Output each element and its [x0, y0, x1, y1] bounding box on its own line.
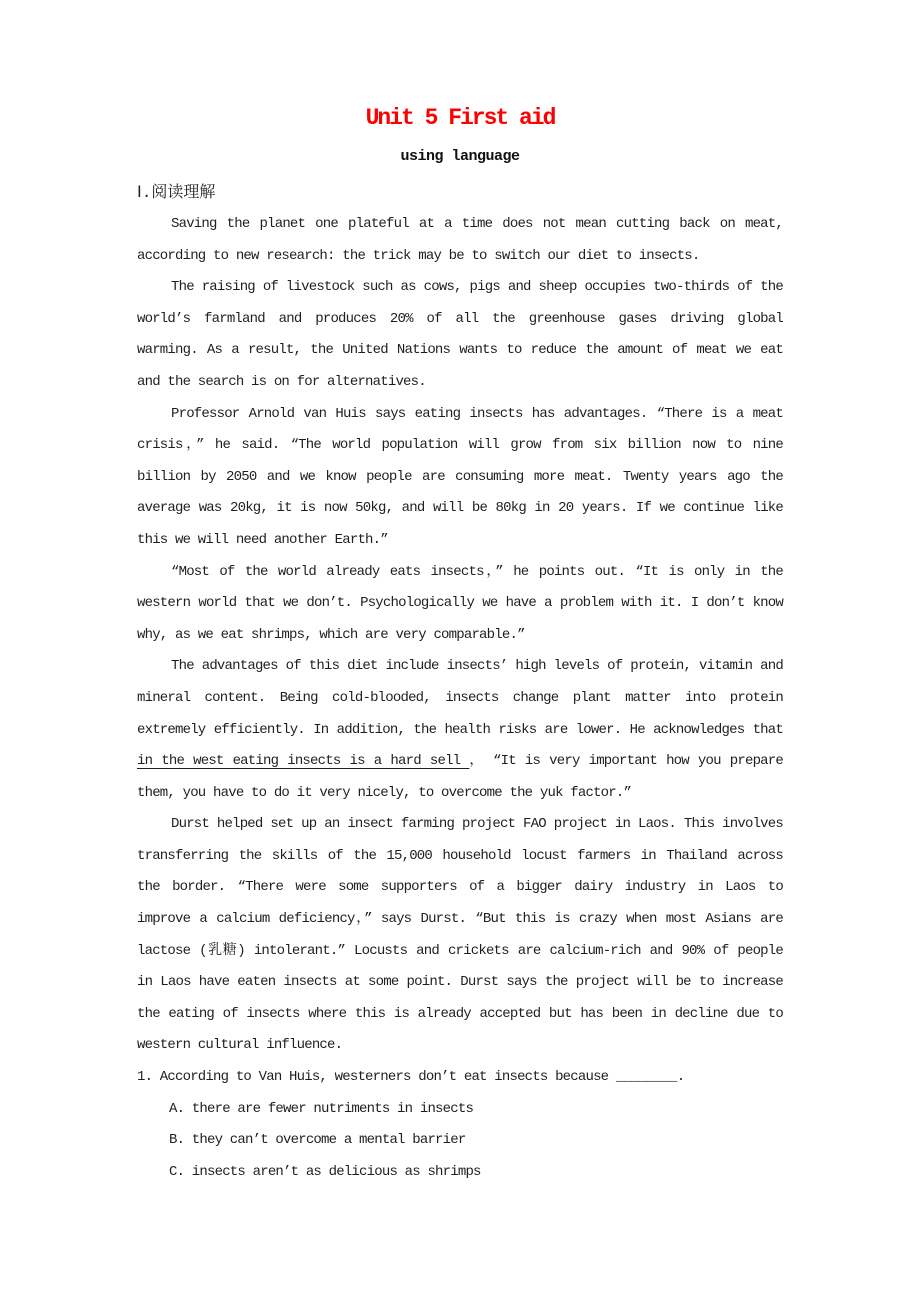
paragraph-5-text-after: ， “It is very important how you prepare them, you have to do it very nicely, to overcome the yuk factor.” [137, 753, 783, 801]
section-heading: Ⅰ.阅读理解 [137, 184, 216, 202]
underlined-phrase: in the west eating insects is a hard sell [137, 753, 470, 770]
question-option-c: C. insects aren’t as delicious as shrimps [169, 1163, 481, 1180]
question-option-b: B. they can’t overcome a mental barrier [169, 1132, 466, 1149]
unit-title: Unit 5 First aid [365, 105, 555, 131]
lesson-subtitle: using language [400, 148, 520, 165]
reading-passage [137, 209, 783, 1062]
document-page [137, 0, 783, 1188]
question-1 [137, 1062, 783, 1188]
passage-paragraph-3: Professor Arnold van Huis says eating insects has advantages. “There is a meat crisis，” he said. “The world population will grow from six billion now to nine billion by 2050 and we know people are consuming more meat. Twenty years ago the average was 20kg, it is now 50kg, and will be 80kg in 20 years. If we continue like this we will need another Earth.” [137, 405, 783, 548]
question-option-a: A. there are fewer nutriments in insects [169, 1100, 474, 1117]
passage-paragraph-6: Durst helped set up an insect farming project FAO project in Laos. This involves transferring the skills of the 15,000 household locust farmers in Thailand across the border. “There were some supporters of a bigger dairy industry in Laos to improve a calcium deficiency，” says Durst. “But this is crazy when most Asians are lactose (乳糖) intolerant.” Locusts and crickets are calcium-rich and 90% of people in Laos have eaten insects at some point. Durst says the project will be to increase the eating of insects where this is already accepted but has been in decline due to western cultural influence. [137, 816, 783, 1054]
passage-paragraph-4: “Most of the world already eats insects，” he points out. “It is only in the western world that we don’t. Psychologically we have a problem with it. I don’t know why, as we eat shrimps, which are very comparable.” [137, 563, 783, 643]
passage-paragraph-1: Saving the planet one plateful at a time does not mean cutting back on meat, according to new research: the trick may be to switch our diet to insects. [137, 216, 783, 264]
paragraph-5-text-before: The advantages of this diet include insects’ high levels of protein, vitamin and mineral content. Being cold-blooded, insects change plant matter into protein extremely efficiently. In addition, the health risks are lower. He acknowledges that [137, 658, 783, 738]
passage-paragraph-2: The raising of livestock such as cows, pigs and sheep occupies two-thirds of the world’s farmland and produces 20% of all the greenhouse gases driving global warming. As a result, the United Nations wants to reduce the amount of meat we eat and the search is on for alternatives. [137, 279, 783, 390]
passage-paragraph-5 [137, 651, 783, 809]
question-stem: 1. According to Van Huis, westerners don’t eat insects because ________. [137, 1069, 685, 1086]
